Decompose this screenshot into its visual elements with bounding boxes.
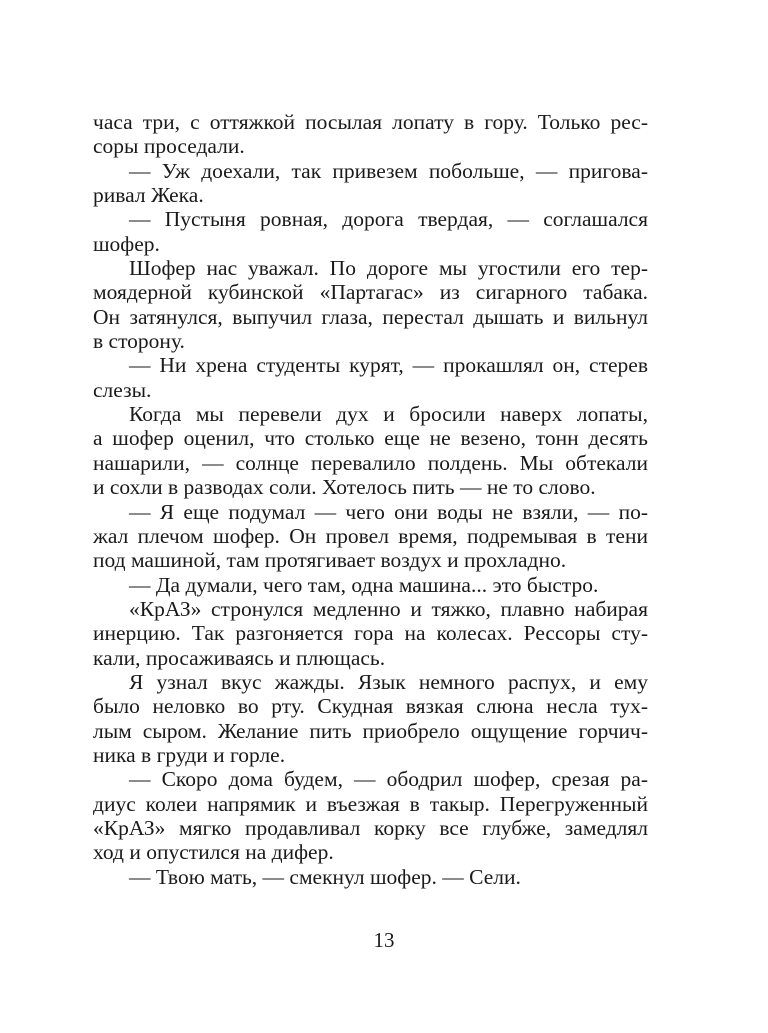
paragraph	[93, 500, 648, 573]
text-line: «КрАЗ» стронулся медленно и тяжко, плавно набирая	[129, 596, 648, 621]
paragraph	[93, 573, 648, 597]
text-line: и сохли в разводах соли. Хотелось пить — не то слово.	[93, 475, 596, 500]
text-line: моядерной кубинской «Партагас» из сигарного табака.	[93, 280, 648, 305]
text-line: под машиной, там протягивает воздух и прохладно.	[93, 548, 567, 573]
text-line: ника в груди и горле.	[93, 742, 286, 767]
paragraph	[93, 256, 648, 353]
text-line: — Я еще подумал — чего они воды не взяли, — по-	[129, 499, 648, 524]
text-line: Шофер нас уважал. По дороге мы угостили его тер-	[129, 256, 648, 281]
text-line: — Твою мать, — смекнул шофер. — Сели.	[129, 864, 521, 889]
paragraph	[93, 159, 648, 208]
text-line: ривал Жека.	[93, 183, 204, 208]
text-line: — Уж доехали, так привезем побольше, — пригова-	[129, 158, 648, 183]
text-line: жал плечом шофер. Он провел время, подремывая в тени	[93, 523, 648, 548]
paragraph	[93, 207, 648, 256]
text-line: кали, просаживаясь и плющась.	[93, 645, 386, 670]
text-line: а шофер оценил, что столько еще не везено, тонн десять	[93, 426, 648, 451]
text-line: соры проседали.	[93, 134, 245, 159]
text-line: — Скоро дома будем, — ободрил шофер, срезая ра-	[129, 767, 648, 792]
text-line: Когда мы перевели дух и бросили наверх лопаты,	[129, 402, 648, 427]
text-line: ход и опустился на дифер.	[93, 840, 334, 865]
paragraph	[93, 353, 648, 402]
text-line: — Да думали, чего там, одна машина... это быстро.	[129, 572, 599, 597]
text-line: слезы.	[93, 377, 152, 402]
text-line: — Ни хрена студенты курят, — прокашлял он, стерев	[129, 353, 648, 378]
text-line: часа три, с оттяжкой посылая лопату в гору. Только рес-	[93, 110, 648, 134]
paragraph	[93, 865, 648, 889]
text-line: диус колеи напрямик и въезжая в такыр. Перегруженный	[93, 791, 648, 816]
paragraph	[93, 670, 648, 767]
text-line: Он затянулся, выпучил глаза, перестал дышать и вильнул	[93, 304, 648, 329]
body-text	[93, 110, 648, 889]
text-line: в сторону.	[93, 329, 185, 354]
text-line: — Пустыня ровная, дорога твердая, — соглашался	[129, 207, 648, 232]
page-number: 13	[373, 928, 395, 952]
text-line: «КрАЗ» мягко продавливал корку все глубже, замедлял	[93, 815, 648, 840]
paragraph	[93, 402, 648, 499]
text-line: лым сыром. Желание пить приобрело ощущение горчич-	[93, 718, 648, 743]
text-line: нашарили, — солнце перевалило полдень. Мы обтекали	[93, 450, 648, 475]
paragraph	[93, 767, 648, 864]
paragraph	[93, 110, 648, 159]
text-line: было неловко во рту. Скудная вязкая слюна несла тух-	[93, 694, 648, 719]
text-line: инерцию. Так разгоняется гора на колесах. Рессоры сту-	[93, 621, 648, 646]
text-line: шофер.	[93, 231, 160, 256]
text-line: Я узнал вкус жажды. Язык немного распух, и ему	[129, 669, 648, 694]
paragraph	[93, 597, 648, 670]
